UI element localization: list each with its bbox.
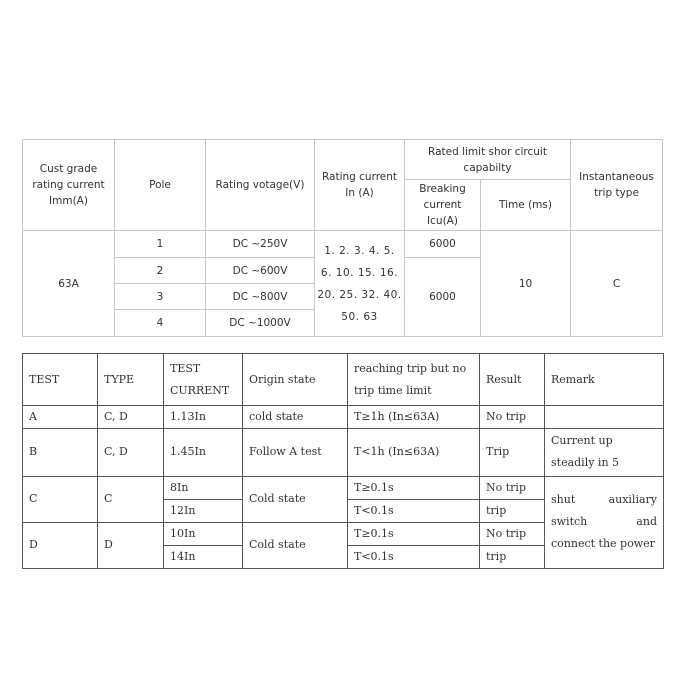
remark-cell: shut auxiliary switch and connect the power: [545, 476, 664, 568]
header-rated-limit: Rated limit shor circuit capabilty: [405, 140, 571, 180]
test-current-cell: 14In: [164, 545, 243, 568]
header-pole: Pole: [115, 140, 206, 231]
time-limit-cell: T<0.1s: [348, 499, 480, 522]
pole-cell: 4: [115, 310, 206, 337]
result-cell: trip: [480, 545, 545, 568]
header-test: TEST: [23, 354, 98, 406]
pole-cell: 2: [115, 258, 206, 284]
voltage-cell: DC ~250V: [206, 231, 315, 258]
test-id-cell: B: [23, 429, 98, 476]
test-current-cell: 12In: [164, 499, 243, 522]
time-limit-cell: T≥0.1s: [348, 476, 480, 499]
header-trip-time-limit: reaching trip but no trip time limit: [348, 354, 480, 406]
breaking-current-cell: 6000: [405, 231, 481, 258]
header-instantaneous: Instantaneous trip type: [571, 140, 663, 231]
cust-grade-value: 63A: [23, 231, 115, 337]
time-limit-cell: T≥1h (In≤63A): [348, 406, 480, 429]
origin-state-cell: Cold state: [243, 522, 348, 568]
voltage-cell: DC ~800V: [206, 284, 315, 310]
type-cell: C, D: [98, 429, 164, 476]
breaking-current-cell: 6000: [405, 258, 481, 337]
voltage-cell: DC ~1000V: [206, 310, 315, 337]
test-id-cell: A: [23, 406, 98, 429]
pole-cell: 3: [115, 284, 206, 310]
header-rating-current: Rating current In (A): [315, 140, 405, 231]
time-value: 10: [481, 231, 571, 337]
result-cell: No trip: [480, 476, 545, 499]
header-breaking-current: Breaking current Icu(A): [405, 180, 481, 231]
origin-state-cell: Follow A test: [243, 429, 348, 476]
voltage-cell: DC ~600V: [206, 258, 315, 284]
time-limit-cell: T≥0.1s: [348, 522, 480, 545]
type-cell: C, D: [98, 406, 164, 429]
test-id-cell: D: [23, 522, 98, 568]
origin-state-cell: Cold state: [243, 476, 348, 522]
header-test-current: TEST CURRENT: [164, 354, 243, 406]
remark-cell: [545, 406, 664, 429]
pole-cell: 1: [115, 231, 206, 258]
result-cell: trip: [480, 499, 545, 522]
test-current-cell: 1.45In: [164, 429, 243, 476]
remark-cell: Current up steadily in 5: [545, 429, 664, 476]
header-result: Result: [480, 354, 545, 406]
time-limit-cell: T<0.1s: [348, 545, 480, 568]
origin-state-cell: cold state: [243, 406, 348, 429]
time-limit-cell: T<1h (In≤63A): [348, 429, 480, 476]
header-type: TYPE: [98, 354, 164, 406]
test-current-cell: 8In: [164, 476, 243, 499]
header-remark: Remark: [545, 354, 664, 406]
type-cell: D: [98, 522, 164, 568]
result-cell: Trip: [480, 429, 545, 476]
rating-spec-table: [22, 139, 663, 337]
header-time: Time (ms): [481, 180, 571, 231]
rating-current-list: 1. 2. 3. 4. 5. 6. 10. 15. 16. 20. 25. 32. 40. 50. 63: [315, 231, 405, 337]
header-rating-voltage: Rating votage(V): [206, 140, 315, 231]
test-current-cell: 10In: [164, 522, 243, 545]
test-id-cell: C: [23, 476, 98, 522]
result-cell: No trip: [480, 522, 545, 545]
trip-test-table: [22, 353, 664, 569]
trip-type-value: C: [571, 231, 663, 337]
header-origin-state: Origin state: [243, 354, 348, 406]
type-cell: C: [98, 476, 164, 522]
result-cell: No trip: [480, 406, 545, 429]
header-cust-grade: Cust grade rating current Imm(A): [23, 140, 115, 231]
test-current-cell: 1.13In: [164, 406, 243, 429]
